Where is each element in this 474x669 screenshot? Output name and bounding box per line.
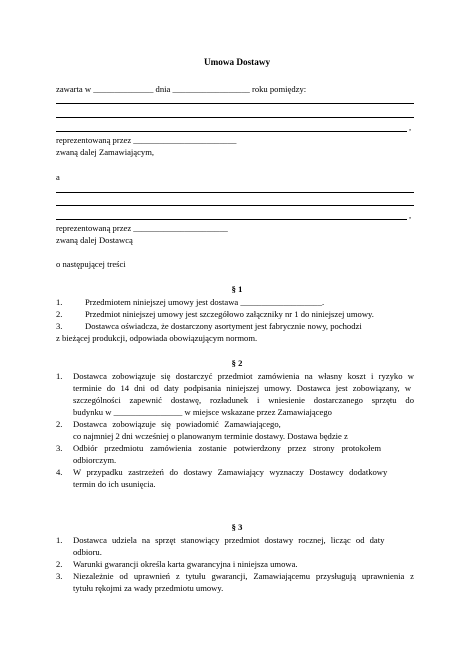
- s2-item-2-line-1: Dostawca zobowiązuje się powiadomić Zamawiającego,: [73, 419, 281, 429]
- s2-item-1-line-1: Dostawca zobowiązuje się dostarczyć przedmiot zamówienia na własny koszt i ryzyko w: [73, 371, 414, 381]
- party1-role: zwaną dalej Zamawiającym,: [56, 147, 155, 157]
- s2-item-2-line-2: co najmniej 2 dni wcześniej o planowanym terminie dostawy. Dostawa będzie z: [73, 431, 348, 441]
- intro-zawarta-line: zawarta w ______________ dnia __________________ roku pomiędzy:: [56, 84, 307, 94]
- intro-tresc: o następującej treści: [56, 259, 126, 269]
- s2-item-2-number: 2.: [56, 419, 63, 429]
- party1-comma: ,: [409, 122, 412, 132]
- s3-item-2-line-1: Warunki gwarancji określa karta gwarancyjna i niniejsza umowa.: [73, 559, 298, 569]
- party2-comma: ,: [409, 210, 412, 220]
- party2-blank-line-3: [56, 219, 407, 220]
- s3-item-2-number: 2.: [56, 559, 63, 569]
- party1-blank-line-3: [56, 131, 407, 132]
- document-title: Umowa Dostawy: [203, 57, 271, 67]
- s2-item-1-line-4: budynku w ________________ w miejsce wskazane przez Zamawiającego: [73, 407, 332, 417]
- s1-item-1-text: Przedmiotem niniejszej umowy jest dostawa ___________________.: [85, 297, 325, 307]
- section-1-heading: § 1: [231, 284, 243, 294]
- s1-item-2-text: Przedmiot niniejszej umowy jest szczegółowo załącznikу nr 1 do niniejszej umowy.: [85, 309, 374, 319]
- party1-blank-line-2: [56, 117, 414, 118]
- section-2-heading: § 2: [231, 358, 243, 368]
- party-separator-a: a: [56, 172, 60, 182]
- s1-item-1-number: 1.: [56, 297, 63, 307]
- s3-item-3-number: 3.: [56, 571, 63, 581]
- s1-item-3-number: 3.: [56, 321, 63, 331]
- s3-item-3-line-1: Niezależnie od uprawnień z tytułu gwarancji, Zamawiającemu przysługują uprawnienia z: [73, 571, 414, 581]
- s3-item-1-number: 1.: [56, 535, 63, 545]
- s2-item-4-number: 4.: [56, 467, 63, 477]
- s2-item-4-line-2: termin do ich usunięcia.: [73, 479, 156, 489]
- party2-role: zwaną dalej Dostawcą: [56, 235, 133, 245]
- s2-item-1-line-2: terminie do 14 dni od daty podpisania niniejszej umowy. Dostawca jest zobowiązany, w: [73, 383, 412, 393]
- section-3-heading: § 3: [231, 522, 243, 532]
- s2-item-3-number: 3.: [56, 443, 63, 453]
- s3-item-3-line-2: tytułu rękojmi za wady przedmiotu umowy.: [73, 583, 224, 593]
- s3-item-1-line-1: Dostawca udziela na sprzęt stanowiący przedmiot dostawy rocznej, licząc od daty: [73, 535, 385, 545]
- party1-blank-line-1: [56, 103, 414, 104]
- s2-item-3-line-1: Odbiór przedmiotu zamówienia zostanie potwierdzony przez strony protokołem: [73, 443, 382, 453]
- s1-item-3-continuation: z bieżącej produkcji, odpowiada obowiązującym normom.: [56, 333, 258, 343]
- s2-item-1-line-3: szczególności zapewnić dostawę, rozładunek i wniesienie dostarczanego sprzętu do: [73, 395, 414, 405]
- party2-blank-line-1: [56, 192, 414, 193]
- party2-blank-line-2: [56, 205, 414, 206]
- s3-item-1-line-2: odbioru.: [73, 547, 102, 557]
- s2-item-4-line-1: W przypadku zastrzeżeń do dostawy Zamawiający wyznaczy Dostawcy dodatkowy: [73, 467, 388, 477]
- s1-item-2-number: 2.: [56, 309, 63, 319]
- s2-item-3-line-2: odbiorczym.: [73, 455, 117, 465]
- party1-representative: reprezentowaną przez ________________________: [56, 135, 237, 145]
- party2-representative: reprezentowaną przez ______________________: [56, 223, 228, 233]
- s1-item-3-text: Dostawca oświadcza, że dostarczony asortyment jest fabrycznie nowy, pochodzi: [85, 321, 362, 331]
- s2-item-1-number: 1.: [56, 371, 63, 381]
